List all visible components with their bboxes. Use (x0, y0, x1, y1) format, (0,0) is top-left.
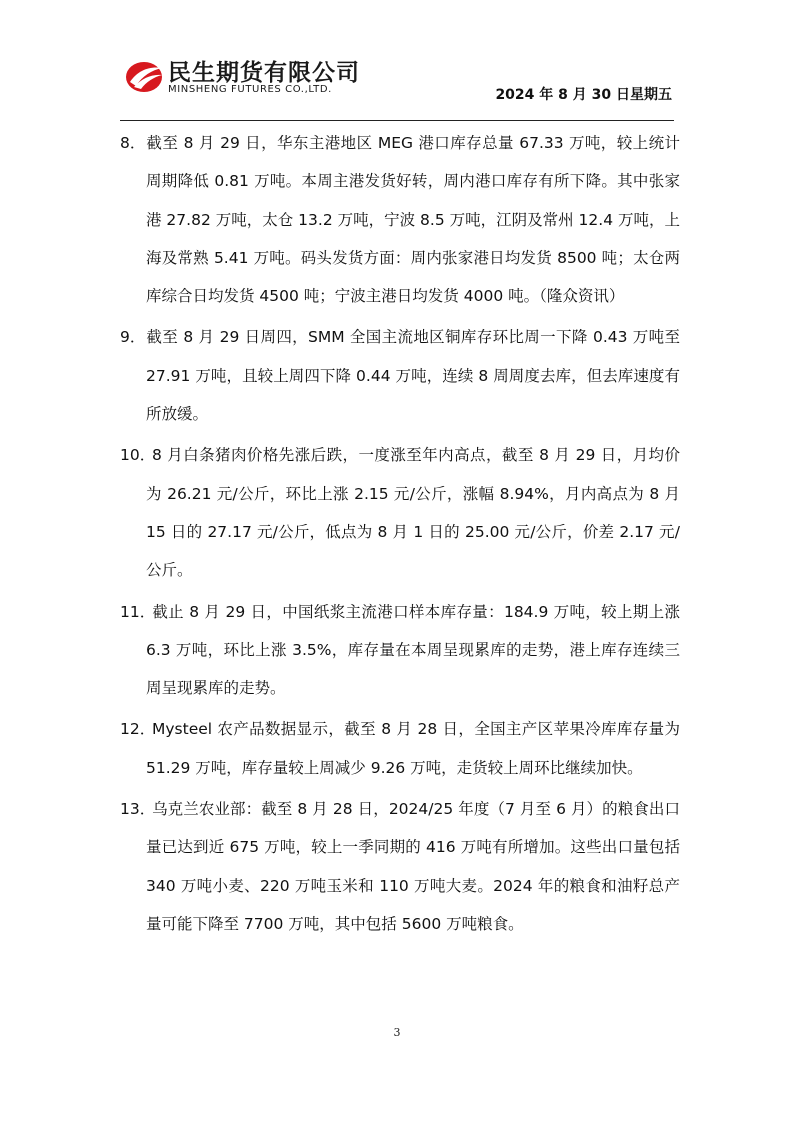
company-name-cn: 民生期货有限公司 (168, 60, 360, 86)
item-number: 9． (120, 328, 146, 347)
news-item (120, 593, 680, 708)
news-item (120, 436, 680, 589)
item-text: 8 月白条猪肉价格先涨后跌，一度涨至年内高点，截至 8 月 29 日，月均价为 26.21 元/公斤，环比上涨 2.15 元/公斤，涨幅 8.94%，月内高点为 8 月 15 日的 27.17 元/公斤，低点为 8 月 1 日的 25.00 元/公斤，价差 2.17 元/公斤。 (146, 446, 680, 580)
item-number: 10． (120, 446, 156, 465)
news-item (120, 124, 680, 315)
news-item (120, 790, 680, 943)
item-number: 11． (120, 602, 156, 621)
page-header (0, 0, 794, 122)
company-logo (124, 54, 374, 102)
header-divider (120, 120, 674, 121)
news-list (120, 124, 680, 946)
item-text: 截至 8 月 29 日周四，SMM 全国主流地区铜库存环比周一下降 0.43 万吨至 27.91 万吨，且较上周四下降 0.44 万吨，连续 8 周周度去库，但去库速度有所放缓。 (146, 328, 680, 424)
report-date: 2024 年 8 月 30 日星期五 (495, 87, 672, 103)
item-number: 8． (120, 134, 146, 152)
item-text: 截至 8 月 29 日，华东主港地区 MEG 港口库存总量 67.33 万吨，较上统计周期降低 0.81 万吨。本周主港发货好转，周内港口库存有所下降。其中张家港 27.82 万吨，太仓 13.2 万吨，宁波 8.5 万吨，江阴及常州 12.4 万吨，上海及常熟 5.41 万吨。码头发货方面：周内张家港日均发货 8500 吨；太仓两库综合日均发货 4500 吨；宁波主港日均发货 4000 吨。（隆众资讯） (146, 134, 680, 306)
minsheng-logo-icon (124, 56, 164, 96)
company-name-en: MINSHENG FUTURES CO.,LTD. (168, 84, 332, 95)
item-number: 12． (120, 720, 156, 739)
item-text: 截止 8 月 29 日，中国纸浆主流港口样本库存量：184.9 万吨，较上期上涨 6.3 万吨，环比上涨 3.5%，库存量在本周呈现累库的走势，港上库存连续三周呈现累库的走势。 (146, 602, 680, 698)
item-text: Mysteel 农产品数据显示，截至 8 月 28 日，全国主产区苹果冷库库存量为 51.29 万吨，库存量较上周减少 9.26 万吨，走货较上周环比继续加快。 (146, 720, 680, 777)
item-text: 乌克兰农业部：截至 8 月 28 日，2024/25 年度（7 月至 6 月）的粮食出口量已达到近 675 万吨，较上一季同期的 416 万吨有所增加。这些出口量包括 340 万吨小麦、220 万吨玉米和 110 万吨大麦。2024 年的粮食和油籽总产量可能下降至 7700 万吨，其中包括 5600 万吨粮食。 (146, 800, 680, 933)
item-number: 13． (120, 800, 156, 819)
page-number: 3 (393, 1026, 401, 1039)
news-item (120, 318, 680, 433)
news-item (120, 710, 680, 787)
